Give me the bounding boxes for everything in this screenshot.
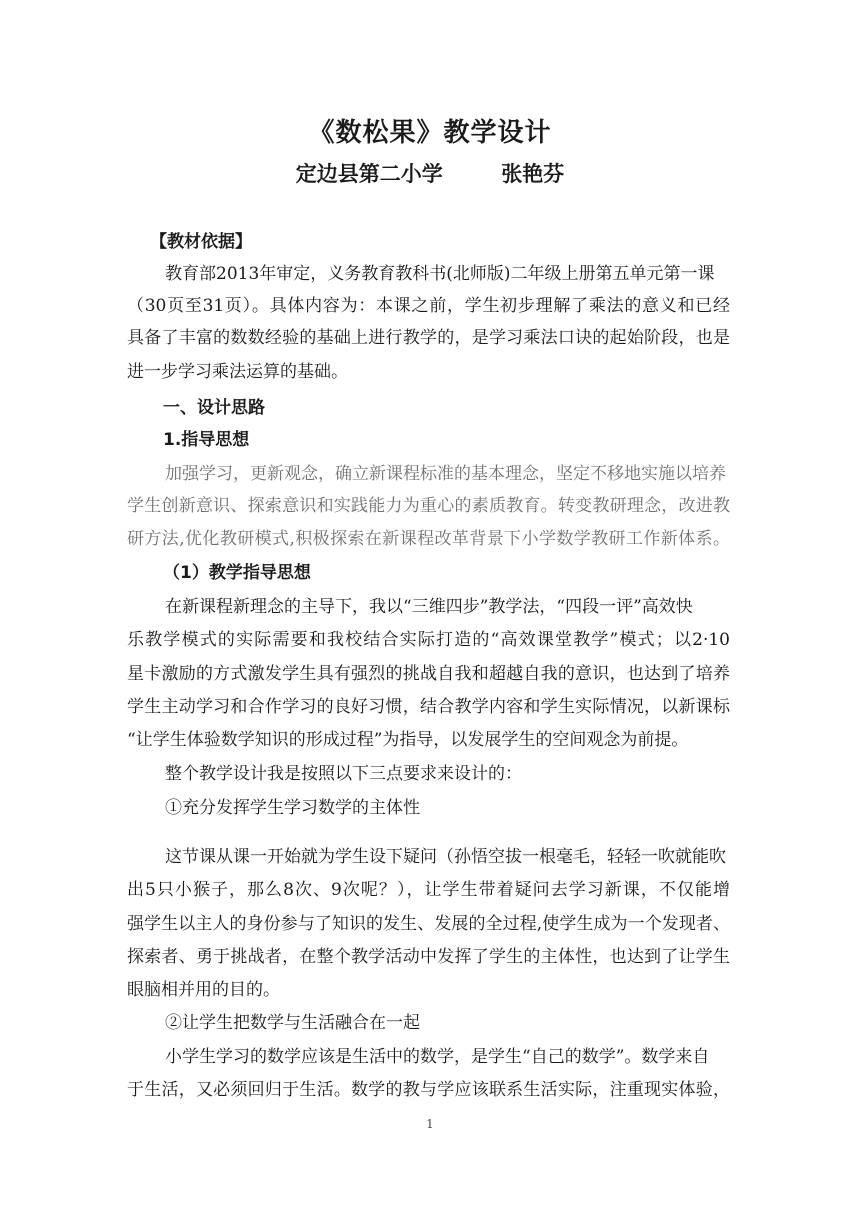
paragraph-line: 教育部2013年审定，义务教育教科书(北师版)二年级上册第五单元第一课: [165, 264, 715, 284]
page-number: 1: [426, 1117, 434, 1131]
paragraph-line: 强学生以主人的身份参与了知识的发生、发展的全过程,使学生成为一个发现者、: [127, 914, 730, 934]
paragraph-line: 学生创新意识、探索意识和实践能力为重心的素质教育。转变教研理念，改进教: [127, 496, 730, 516]
paragraph-line: （30页至31页）。具体内容为：本课之前，学生初步理解了乘法的意义和已经: [127, 296, 730, 316]
paragraph-line: 乐教学模式的实际需要和我校结合实际打造的“高效课堂教学”模式；以2·10: [127, 630, 730, 650]
paragraph-line: 具备了丰富的数数经验的基础上进行教学的，是学习乘法口诀的起始阶段，也是: [127, 328, 730, 348]
author-line: 定边县第二小学 张艳芬: [295, 162, 565, 186]
paragraph-line: 加强学习，更新观念，确立新课程标准的基本理念，坚定不移地实施以培养: [165, 464, 726, 484]
point-heading-2: ②让学生把数学与生活融合在一起: [165, 1013, 420, 1033]
paragraph-line: 星卡激励的方式激发学生具有强烈的挑战自我和超越自我的意识，也达到了培养: [127, 664, 730, 684]
paragraph-line: 小学生学习的数学应该是生活中的数学，是学生“自己的数学”。数学来自: [165, 1047, 710, 1067]
paragraph-line: 进一步学习乘法运算的基础。: [127, 362, 348, 382]
subheading-teach: （1）教学指导思想: [163, 563, 311, 583]
section-heading-basis: 【教材依据】: [150, 232, 252, 252]
paragraph-line: 在新课程新理念的主导下，我以“三维四步”教学法，“四段一评”高效快: [165, 597, 693, 617]
paragraph-line: 于生活，又必须回归于生活。数学的教与学应该联系生活实际，注重现实体验，: [127, 1080, 730, 1100]
paragraph-line: 这节课从课一开始就为学生设下疑问（孙悟空拔一根毫毛，轻轻一吹就能吹: [165, 847, 726, 867]
subheading-guide: 1.指导思想: [163, 430, 250, 450]
paragraph-line: “让学生体验数学知识的形成过程”为指导，以发展学生的空间观念为前提。: [127, 730, 689, 750]
paragraph-line: 研方法,优化教研模式,积极探索在新课程改革背景下小学数学教研工作新体系。: [127, 529, 730, 549]
paragraph-line: 眼脑相并用的目的。: [127, 980, 280, 1000]
paragraph-line: 学生主动学习和合作学习的良好习惯，结合教学内容和学生实际情况，以新课标: [127, 697, 730, 717]
paragraph-line: 出5只小猴子，那么8次、9次呢？），让学生带着疑问去学习新课，不仅能增: [127, 880, 730, 900]
document-title: 《数松果》教学设计: [308, 118, 552, 148]
point-heading-1: ①充分发挥学生学习数学的主体性: [165, 798, 420, 818]
section-heading-design: 一、设计思路: [163, 398, 265, 418]
paragraph-line: 探索者、勇于挑战者，在整个教学活动中发挥了学生的主体性，也达到了让学生: [127, 947, 730, 967]
paragraph-line: 整个教学设计我是按照以下三点要求来设计的：: [165, 764, 522, 784]
